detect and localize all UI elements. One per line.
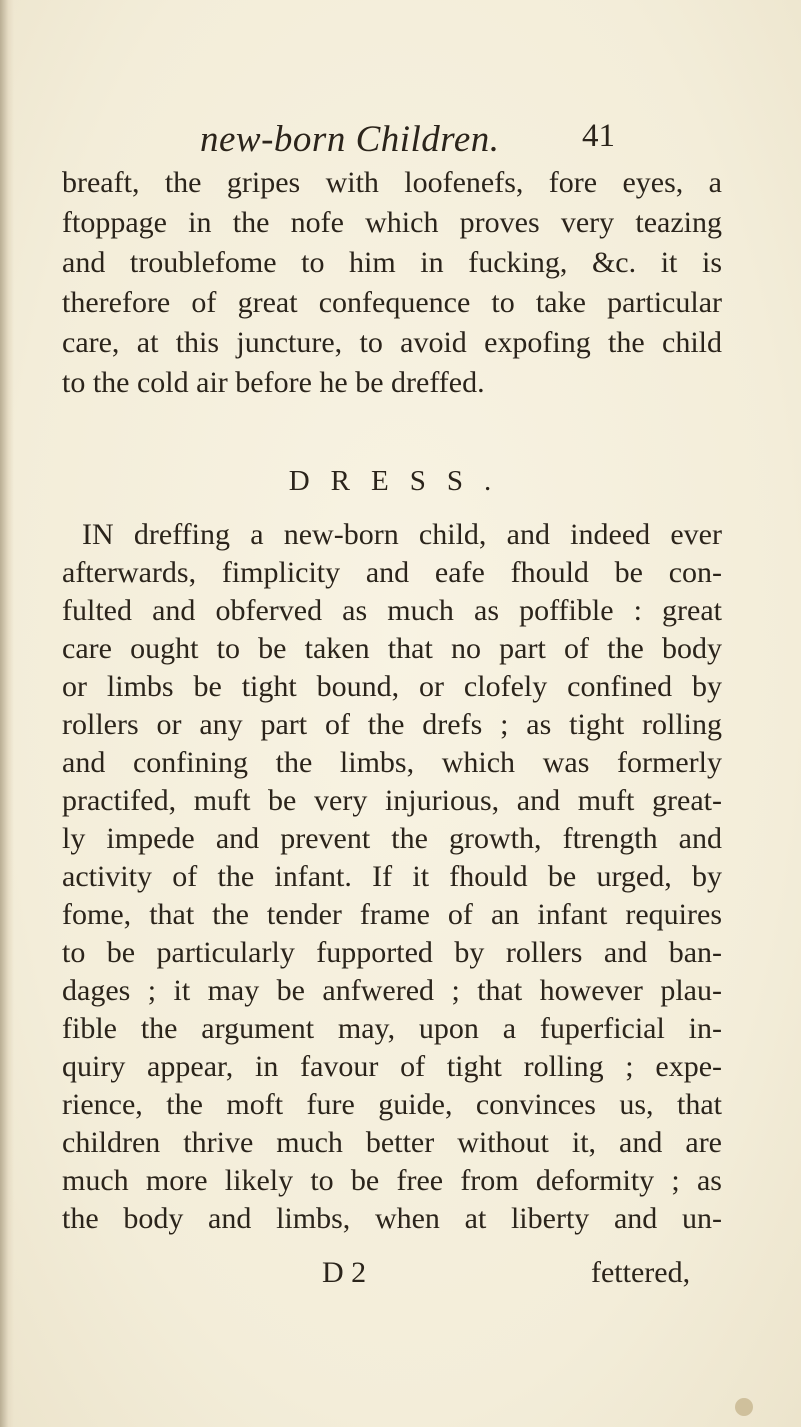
page-footer [0,1256,801,1296]
binding-gutter-shadow [0,0,14,1427]
text-line: quiry appear, in favour of tight rolling ; expe- [62,1050,722,1083]
text-line: care ought to be taken that no part of the body [62,632,722,665]
text-line: breaft, the gripes with loofenefs, fore eyes, a [62,166,722,199]
signature-mark: D 2 [322,1256,367,1289]
text-line: fible the argument may, upon a fuperficial in- [62,1012,722,1045]
text-line: afterwards, fimplicity and eafe fhould be con- [62,556,722,589]
text-line: fome, that the tender frame of an infant requires [62,898,722,931]
text-line: therefore of great confequence to take particular [62,286,722,319]
running-head-title: new-born Children. [200,119,500,160]
text-line: ftoppage in the nofe which proves very teazing [62,206,722,239]
text-line: or limbs be tight bound, or clofely confined by [62,670,722,703]
catchword: fettered, [591,1256,691,1289]
text-line: activity of the infant. If it fhould be urged, by [62,860,722,893]
text-line: rience, the moft fure guide, convinces us, that [62,1088,722,1121]
text-line: ly impede and prevent the growth, ftrength and [62,822,722,855]
text-line: much more likely to be free from deformity ; as [62,1164,722,1197]
text-line: practifed, muft be very injurious, and muft great- [62,784,722,817]
text-line: rollers or any part of the drefs ; as tight rolling [62,708,722,741]
page-number: 41 [582,118,615,154]
text-line: children thrive much better without it, and are [62,1126,722,1159]
text-line: to be particularly fupported by rollers and ban- [62,936,722,969]
text-line: dages ; it may be anfwered ; that however plau- [62,974,722,1007]
ink-smudge [735,1398,753,1416]
text-line: and troublefome to him in fucking, &c. it is [62,246,722,279]
text-line: fulted and obferved as much as poffible : great [62,594,722,627]
text-line: care, at this juncture, to avoid expofing the child [62,326,722,359]
text-line: the body and limbs, when at liberty and un- [62,1202,722,1235]
running-head [0,118,801,168]
text-line: IN dreffing a new-born child, and indeed ever [82,518,722,551]
text-line: and confining the limbs, which was formerly [62,746,722,779]
section-heading-dress: DRESS. [288,465,513,497]
text-line: to the cold air before he be dreffed. [62,366,485,399]
